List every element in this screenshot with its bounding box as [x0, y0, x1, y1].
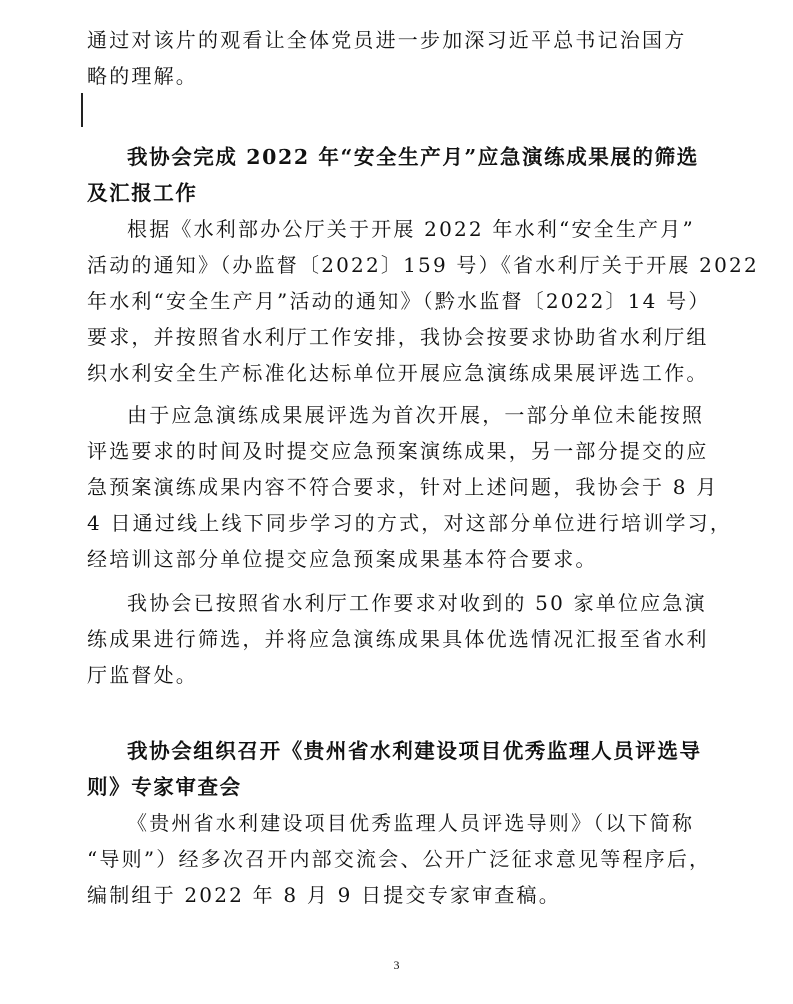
body-text-line: 略的理解。 [87, 64, 198, 88]
text-cursor [81, 93, 83, 127]
section-heading-line: 我协会组织召开《贵州省水利建设项目优秀监理人员评选导 [127, 739, 702, 763]
body-text-line: 我协会已按照省水利厅工作要求对收到的 50 家单位应急演 [127, 591, 707, 615]
section-heading-line: 我协会完成 2022 年“安全生产月”应急演练成果展的筛选 [127, 145, 699, 169]
body-text-line: 4 日通过线上线下同步学习的方式，对这部分单位进行培训学习， [87, 511, 733, 535]
page-number: 3 [393, 958, 400, 972]
body-text-line: 通过对该片的观看让全体党员进一步加深习近平总书记治国方 [87, 28, 687, 52]
body-text-line: 练成果进行筛选，并将应急演练成果具体优选情况汇报至省水利 [87, 627, 709, 651]
body-text-line: 编制组于 2022 年 8 月 9 日提交专家审查稿。 [87, 883, 561, 907]
body-text-line: 急预案演练成果内容不符合要求，针对上述问题，我协会于 8 月 [87, 475, 719, 499]
body-text-line: 要求，并按照省水利厅工作安排，我协会按要求协助省水利厅组 [87, 325, 709, 349]
body-text-line: 由于应急演练成果展评选为首次开展，一部分单位未能按照 [127, 403, 705, 427]
body-text-line: 厅监督处。 [87, 663, 198, 687]
body-text-line: 年水利“安全生产月”活动的通知》（黔水监督〔2022〕14 号） [87, 289, 711, 313]
body-text-line: 评选要求的时间及时提交应急预案演练成果，另一部分提交的应 [87, 439, 709, 463]
body-text-line: 《贵州省水利建设项目优秀监理人员评选导则》（以下简称 [127, 811, 695, 835]
section-heading-line: 及汇报工作 [87, 181, 198, 205]
body-text-line: 织水利安全生产标准化达标单位开展应急演练成果展评选工作。 [87, 361, 709, 385]
body-text-line: 经培训这部分单位提交应急预案成果基本符合要求。 [87, 547, 598, 571]
section-heading-line: 则》专家审查会 [87, 775, 242, 799]
body-text-line: 活动的通知》（办监督〔2022〕159 号）《省水利厅关于开展 2022 [87, 253, 759, 277]
body-text-line: “导则”）经多次召开内部交流会、公开广泛征求意见等程序后， [87, 847, 712, 871]
body-text-line: 根据《水利部办公厅关于开展 2022 年水利“安全生产月” [127, 217, 695, 241]
